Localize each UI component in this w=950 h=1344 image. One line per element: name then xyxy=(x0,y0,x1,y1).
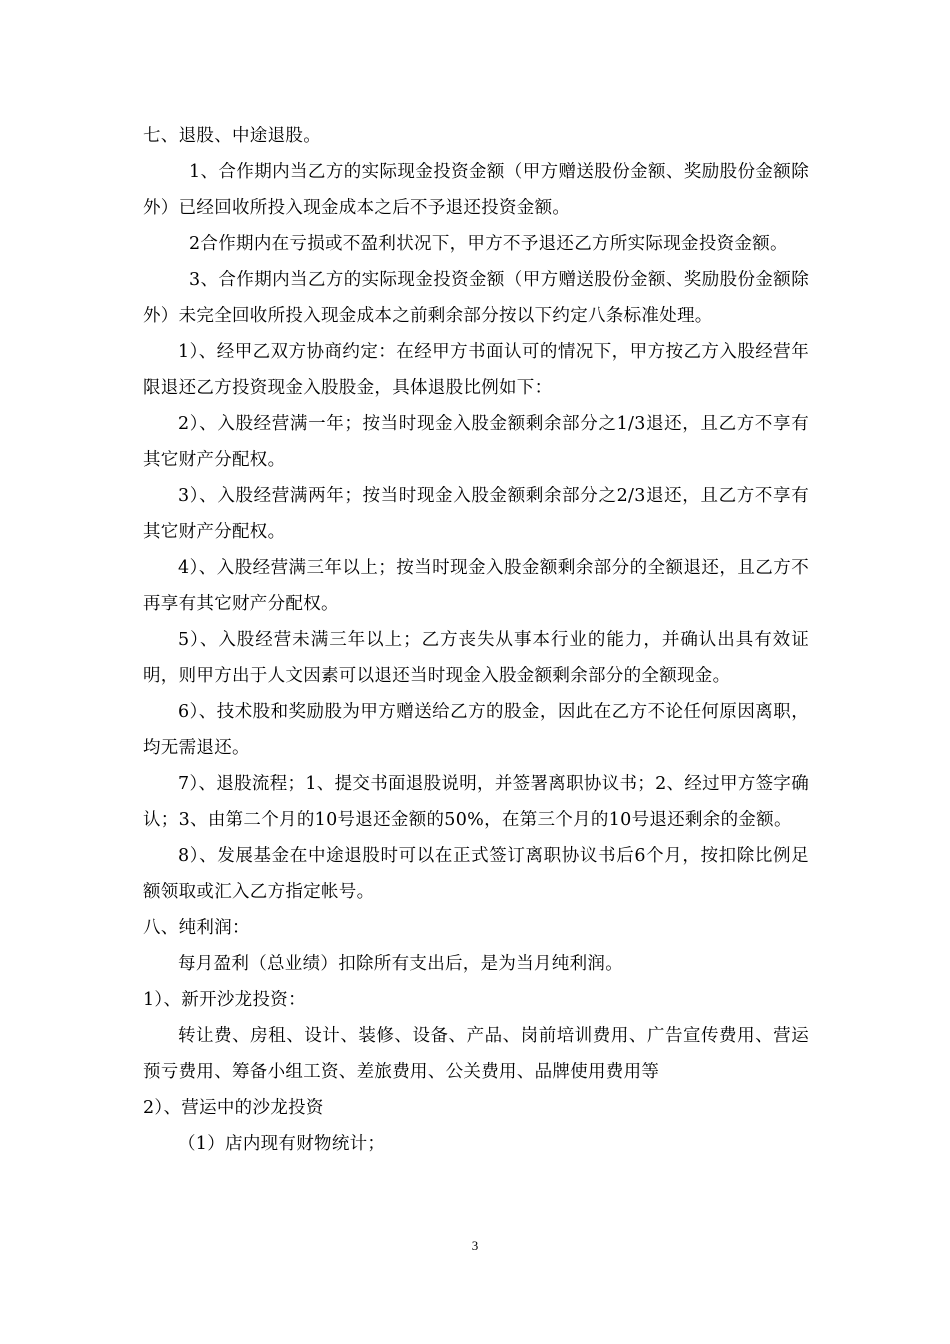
net-profit-definition: 每月盈利（总业绩）扣除所有支出后，是为当月纯利润。 xyxy=(178,954,623,974)
clause-8: 8）、发展基金在中途退股时可以在正式签订离职协议书后6个月，按扣除比例足额领取或汇入乙方指定帐号。 xyxy=(143,846,809,902)
subheading-new-salon: 1）、新开沙龙投资： xyxy=(143,990,306,1010)
document-body xyxy=(143,118,809,1162)
clause-7: 7）、退股流程；1、提交书面退股说明，并签署离职协议书；2、经过甲方签字确认；3、由第二个月的10号退还金额的50%，在第三个月的10号退还剩余的金额。 xyxy=(143,774,809,830)
paragraph-7-1: 1、合作期内当乙方的实际现金投资金额（甲方赠送股份金额、奖励股份金额除外）已经回收所投入现金成本之后不予退还投资金额。 xyxy=(143,162,809,218)
paragraph-7-3: 3、合作期内当乙方的实际现金投资金额（甲方赠送股份金额、奖励股份金额除外）未完全回收所投入现金成本之前剩余部分按以下约定八条标准处理。 xyxy=(143,270,809,326)
clause-3: 3）、入股经营满两年；按当时现金入股金额剩余部分之2/3退还，且乙方不享有其它财产分配权。 xyxy=(143,486,809,542)
section-heading-7: 七、退股、中途退股。 xyxy=(143,126,321,146)
new-salon-costs: 转让费、房租、设计、装修、设备、产品、岗前培训费用、广告宣传费用、营运预亏费用、筹备小组工资、差旅费用、公关费用、品牌使用费用等 xyxy=(143,1026,809,1082)
subheading-operating-salon: 2）、营运中的沙龙投资 xyxy=(143,1098,324,1118)
operating-salon-item-1: （1）店内现有财物统计； xyxy=(178,1134,386,1154)
section-heading-8: 八、纯利润： xyxy=(143,918,250,938)
paragraph-7-2: 2合作期内在亏损或不盈利状况下，甲方不予退还乙方所实际现金投资金额。 xyxy=(189,234,788,254)
clause-4: 4）、入股经营满三年以上；按当时现金入股金额剩余部分的全额退还，且乙方不再享有其它财产分配权。 xyxy=(143,558,809,614)
clause-6: 6）、技术股和奖励股为甲方赠送给乙方的股金，因此在乙方不论任何原因离职，均无需退还。 xyxy=(143,702,809,758)
clause-5: 5）、入股经营未满三年以上；乙方丧失从事本行业的能力，并确认出具有效证明，则甲方出于人文因素可以退还当时现金入股金额剩余部分的全额现金。 xyxy=(143,630,809,686)
clause-1: 1）、经甲乙双方协商约定：在经甲方书面认可的情况下，甲方按乙方入股经营年限退还乙方投资现金入股股金，具体退股比例如下： xyxy=(143,342,809,398)
page-number: 3 xyxy=(471,1238,479,1253)
clause-2: 2）、入股经营满一年；按当时现金入股金额剩余部分之1/3退还，且乙方不享有其它财产分配权。 xyxy=(143,414,809,470)
